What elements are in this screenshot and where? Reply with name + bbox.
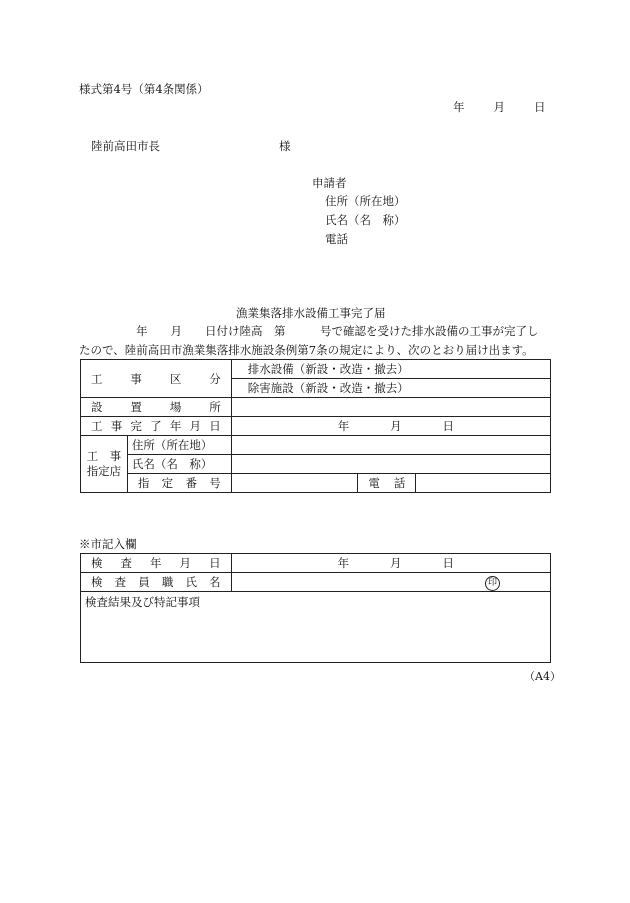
addressee: 陸前高田市長 bbox=[91, 139, 160, 153]
inspection-date-field[interactable]: 年 月 日 bbox=[231, 554, 550, 573]
form-title: 漁業集落排水設備工事完了届 bbox=[236, 306, 386, 320]
work-type-label: 工 事 区 分 bbox=[81, 360, 232, 398]
city-section-table bbox=[80, 553, 551, 663]
contractor-address-label: 住所（所在地） bbox=[127, 436, 231, 455]
applicant-phone-label: 電話 bbox=[325, 232, 348, 246]
contractor-label: 工 事 指定店 bbox=[81, 436, 128, 493]
body-line-1: 年 月 日付け陸高 第 号で確認を受けた排水設備の工事が完了し bbox=[136, 324, 539, 338]
applicant-address-label: 住所（所在地） bbox=[325, 194, 406, 208]
seal-icon: 印 bbox=[485, 576, 500, 591]
remarks-field[interactable] bbox=[81, 592, 551, 663]
inspector-label: 検 査 員 職 氏 名 bbox=[81, 573, 232, 592]
contractor-phone-label: 電 話 bbox=[358, 474, 416, 493]
completion-date-field[interactable]: 年 月 日 bbox=[231, 417, 550, 436]
main-table bbox=[80, 359, 551, 493]
designation-number-field[interactable] bbox=[231, 474, 358, 493]
pollution-facility-option[interactable]: 除害施設（新設・改造・撤去） bbox=[231, 379, 550, 398]
contractor-address-field[interactable] bbox=[231, 436, 550, 455]
form-number: 様式第4号（第4条関係） bbox=[79, 82, 209, 96]
applicant-label: 申請者 bbox=[312, 176, 347, 190]
submission-date: 年 月 日 bbox=[453, 100, 548, 114]
inspection-date-label: 検 査 年 月 日 bbox=[81, 554, 232, 573]
paper-size-note: （A4） bbox=[524, 670, 561, 683]
contractor-name-field[interactable] bbox=[231, 455, 550, 474]
location-field[interactable] bbox=[231, 398, 550, 417]
designation-number-label: 指 定 番 号 bbox=[127, 474, 231, 493]
contractor-name-label: 氏名（名 称） bbox=[127, 455, 231, 474]
honorific: 様 bbox=[279, 139, 291, 153]
contractor-phone-field[interactable] bbox=[416, 474, 551, 493]
applicant-name-label: 氏名（名 称） bbox=[325, 213, 406, 227]
remarks-label: 検査結果及び特記事項 bbox=[85, 595, 200, 609]
city-section-title: ※市記入欄 bbox=[79, 537, 137, 551]
completion-date-label: 工 事 完 了 年 月 日 bbox=[81, 417, 232, 436]
body-line-2: たので、陸前高田市漁業集落排水施設条例第7条の規定により、次のとおり届け出ます。 bbox=[79, 343, 534, 357]
inspector-field[interactable] bbox=[231, 573, 550, 592]
drainage-facility-option[interactable]: 排水設備（新設・改造・撤去） bbox=[231, 360, 550, 379]
location-label: 設 置 場 所 bbox=[81, 398, 232, 417]
